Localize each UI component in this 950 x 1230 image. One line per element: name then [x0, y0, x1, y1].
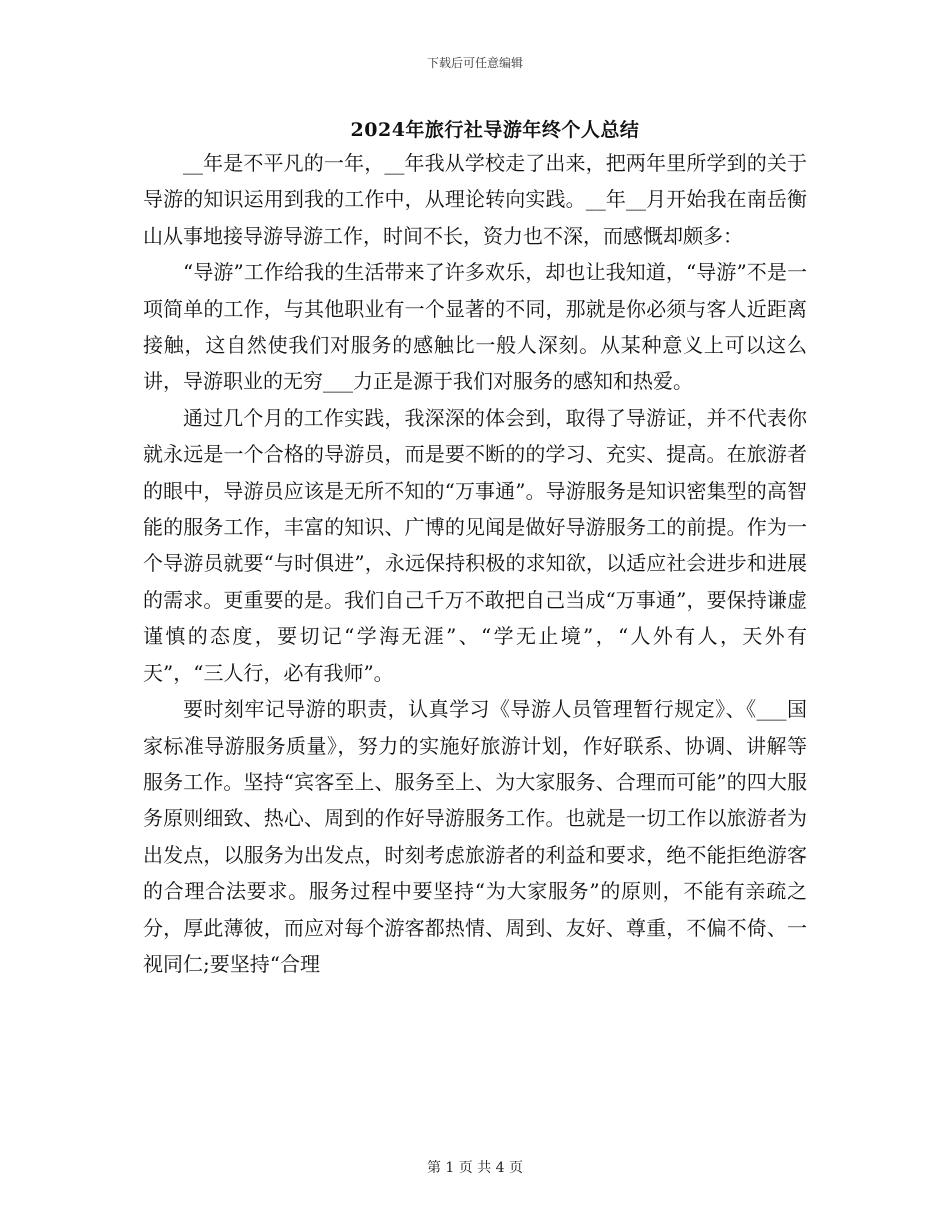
paragraph-4: 要时刻牢记导游的职责，认真学习《导游人员管理暂行规定》、《___国家标准导游服务质量》，努力的实施好旅游计划，作好联系、协调、讲解等服务工作。坚持“宾客至上、服务至上、为大家服务、合理而可能”的四大服务原则细致、热心、周到的作好导游服务工作。也就是一切工作以旅游者为出发点，以服务为出发点，时刻考虑旅游者的利益和要求，绝不能拒绝游客的合理合法要求。服务过程中要坚持“为大家服务”的原则，不能有亲疏之分，厚此薄彼，而应对每个游客都热情、周到、友好、尊重，不偏不倚、一视同仁;要坚持“合理	[143, 697, 807, 976]
paragraph-1: __年是不平凡的一年，__年我从学校走了出来，把两年里所学到的关于导游的知识运用到我的工作中，从理论转向实践。__年__月开始我在南岳衡山从事地接导游导游工作，时间不长，资力也不深，而感慨却颇多：	[143, 151, 807, 248]
document-body	[143, 145, 807, 982]
paragraph-2: “导游”工作给我的生活带来了许多欢乐，却也让我知道，“导游”不是一项简单的工作，与其他职业有一个显著的不同，那就是你必须与客人近距离接触，这自然使我们对服务的感触比一般人深刻。从某种意义上可以这么讲，导游职业的无穷___力正是源于我们对服务的感知和热爱。	[143, 260, 807, 394]
document-title: 2024年旅行社导游年终个人总结	[350, 119, 640, 141]
paragraph-3: 通过几个月的工作实践，我深深的体会到，取得了导游证，并不代表你就永远是一个合格的导游员，而是要不断的的学习、充实、提高。在旅游者的眼中，导游员应该是无所不知的“万事通”。导游服务是知识密集型的高智能的服务工作，丰富的知识、广博的见闻是做好导游服务工的前提。作为一个导游员就要“与时俱进”，永远保持积极的求知欲，以适应社会进步和进展的需求。更重要的是。我们自己千万不敢把自己当成“万事通”，要保持谦虚谨慎的态度，要切记“学海无涯”、“学无止境”，“人外有人，天外有天”，“三人行，必有我师”。	[143, 405, 807, 685]
page-number: 第 1 页 共 4 页	[426, 1160, 524, 1176]
header-note: 下载后可任意编辑	[426, 56, 523, 70]
